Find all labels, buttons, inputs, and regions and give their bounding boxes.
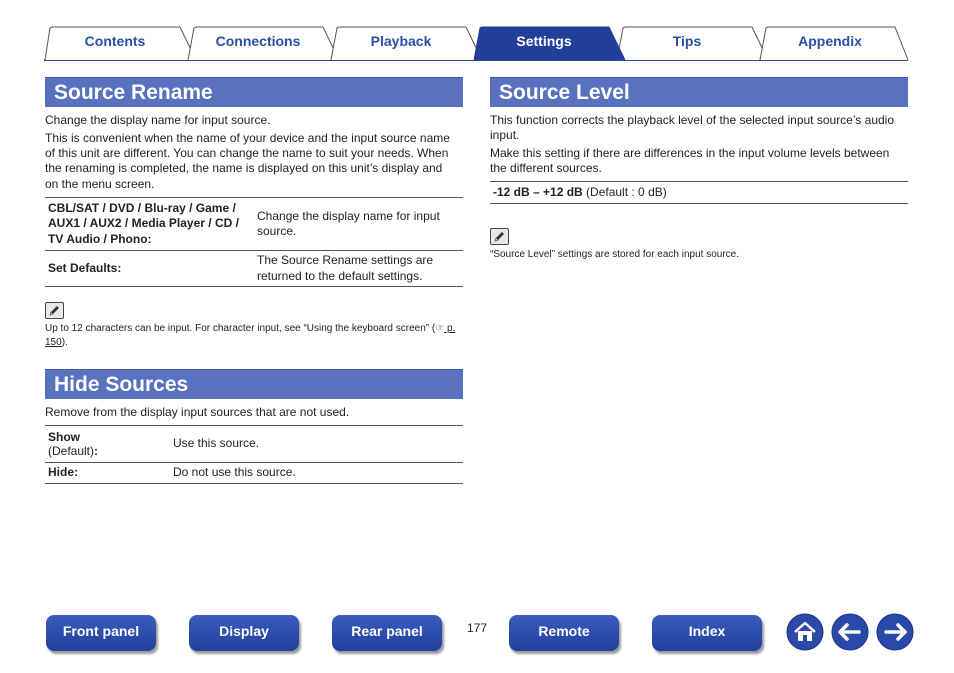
source-rename-heading: Source Rename bbox=[45, 77, 463, 107]
table-value: Use this source. bbox=[170, 426, 463, 463]
table-value: Do not use this source. bbox=[170, 463, 463, 484]
source-level-heading: Source Level bbox=[490, 77, 908, 107]
table-value: The Source Rename settings are returned to the default settings. bbox=[254, 251, 463, 287]
source-rename-intro: Change the display name for input source. bbox=[45, 113, 271, 127]
table-row bbox=[45, 426, 463, 463]
source-level-note: “Source Level” settings are stored for each input source. bbox=[490, 249, 740, 260]
display-button[interactable]: Display bbox=[189, 615, 299, 651]
tab-appendix[interactable]: Appendix bbox=[798, 33, 862, 49]
table-key: Set Defaults: bbox=[45, 251, 254, 287]
page-ref-link[interactable]: p. 150 bbox=[45, 323, 456, 348]
table-row bbox=[45, 463, 463, 484]
tab-tips[interactable]: Tips bbox=[672, 33, 702, 49]
table-row bbox=[490, 182, 908, 204]
table-row bbox=[45, 251, 463, 287]
rear-panel-button[interactable]: Rear panel bbox=[332, 615, 442, 651]
table-row bbox=[45, 198, 463, 251]
tab-connections[interactable]: Connections bbox=[215, 33, 301, 49]
forward-arrow-icon[interactable] bbox=[876, 613, 914, 651]
source-level-table bbox=[490, 181, 908, 204]
back-arrow-icon[interactable] bbox=[831, 613, 869, 651]
page-number: 177 bbox=[466, 621, 488, 635]
front-panel-button[interactable]: Front panel bbox=[46, 615, 156, 651]
remote-button[interactable]: Remote bbox=[509, 615, 619, 651]
home-icon[interactable] bbox=[786, 613, 824, 651]
tab-contents[interactable]: Contents bbox=[84, 33, 146, 49]
table-key: Hide: bbox=[45, 463, 170, 484]
hide-sources-heading: Hide Sources bbox=[45, 369, 463, 399]
pencil-note-icon bbox=[45, 302, 64, 319]
source-rename-table bbox=[45, 197, 463, 287]
tab-shapes bbox=[0, 0, 954, 62]
index-button[interactable]: Index bbox=[652, 615, 762, 651]
table-value: -12 dB – +12 dB (Default : 0 dB) bbox=[490, 182, 908, 204]
tab-settings[interactable]: Settings bbox=[516, 33, 572, 49]
source-rename-note: Up to 12 characters can be input. For character input, see “Using the keyboard screen” (☞ p. 150). bbox=[45, 323, 456, 348]
table-value: Change the display name for input source. bbox=[254, 198, 463, 251]
tab-playback[interactable]: Playback bbox=[370, 33, 432, 49]
table-key: Show (Default): bbox=[45, 426, 170, 463]
source-level-p2: Make this setting if there are differences in the input volume levels between the different sources. bbox=[490, 146, 890, 176]
hide-sources-intro: Remove from the display input sources that are not used. bbox=[45, 405, 350, 419]
page-ref-icon: ☞ bbox=[435, 323, 445, 334]
pencil-note-icon bbox=[490, 228, 509, 245]
tab-bar bbox=[0, 0, 954, 62]
hide-sources-table bbox=[45, 425, 463, 484]
source-level-p1: This function corrects the playback level of the selected input source’s audio input. bbox=[490, 113, 895, 143]
table-key: CBL/SAT / DVD / Blu-ray / Game / AUX1 / AUX2 / Media Player / CD / TV Audio / Phono: bbox=[45, 198, 254, 251]
source-rename-body: This is convenient when the name of your device and the input source name of this unit are different. You can change the name to suit your needs. When the renaming is completed, the name is displayed on this unit’s display and on the menu screen. bbox=[45, 131, 450, 191]
